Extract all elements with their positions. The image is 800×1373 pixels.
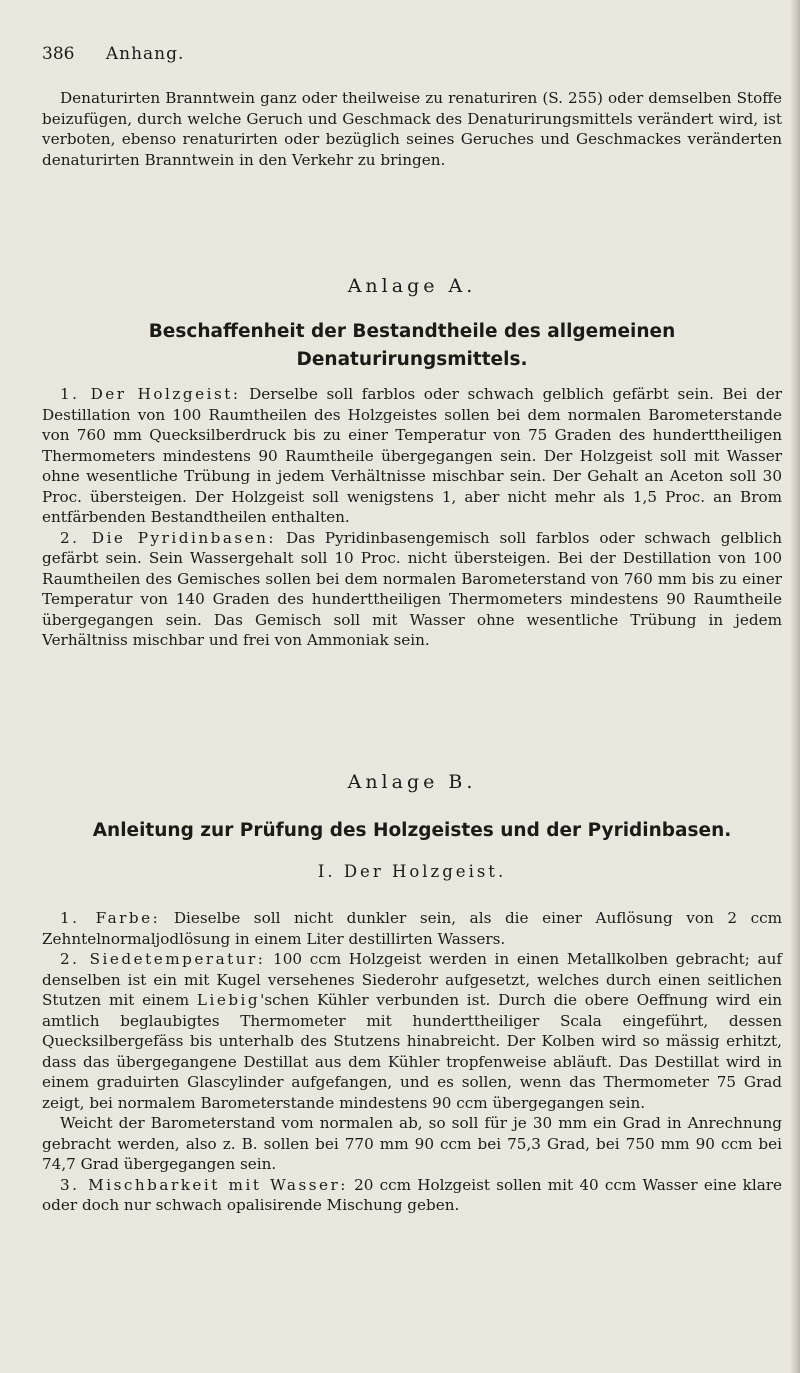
anlage-b-item-2 [42,949,782,1113]
item-text: 100 ccm Holzgeist werden in einen Metallkolben gebracht; auf denselben ist ein mit Kugel versehenes Siederohr aufgesetzt, welches durch einen seitlichen Stutzen mit einem [42,950,782,1009]
anlage-b-items [42,908,782,1216]
anlage-a-title-block [42,318,782,374]
anlage-a-item-1 [42,384,782,528]
intro-block [42,88,782,170]
item-text: Derselbe soll farblos oder schwach gelblich gefärbt sein. Bei der Destillation von 100 Raumtheilen des Holzgeistes sollen bei dem normalen Barometerstande von 760 mm Quecksilberdruck bis zu einer Temperatur von 75 Graden des hunderttheiligen Thermometers mindestens 90 Raumtheile übergegangen sein. Der Holzgeist soll mit Wasser ohne wesentliche Trübung in jedem Verhältnisse mischbar sein. Der Gehalt an Aceton soll 30 Proc. übersteigen. Der Holzgeist soll wenigstens 1, aber nicht mehr als 1,5 Proc. an Brom entfärbenden Bestandtheilen enthalten. [42,385,782,526]
anlage-b-item-1 [42,908,782,949]
anlage-b-title: Anleitung zur Prüfung des Holzgeistes und der Pyridinbasen. [92,820,732,841]
anlage-a-section [42,276,782,297]
anlage-a-items [42,384,782,651]
page-header [42,44,184,64]
anlage-a-title: Beschaffenheit der Bestandtheile des allgemeinen Denaturirungsmittels. [148,321,676,370]
anlage-b-subtitle: I. Der Holzgeist. [317,862,507,881]
item-lead: 2. Die Pyridinbasen: [60,528,277,547]
item-lead: 1. Farbe: [60,909,161,927]
item-text: 'schen Kühler verbunden ist. Durch die obere Oeffnung wird ein amtlich beglaubigtes Thermometer mit hunderttheiliger Scala eingeführt, dessen Quecksilbergefäss bis unterhalb des Stutzens hinabreicht. Der Kolben wird so mässig erhitzt, dass das übergegangene Destillat aus dem Kühler tropfenweise abläuft. Das Destillat wird in einem graduirten Glascylinder aufgefangen, und es sollen, wenn das Thermometer 75 Grad zeigt, bei normalem Barometerstande mindestens 90 ccm übergegangen sein. [42,991,783,1112]
anlage-a-label: Anlage A. [347,275,477,297]
page-edge-shadow [790,0,800,1373]
item-text: Das Pyridinbasengemisch soll farblos oder schwach gelblich gefärbt sein. Sein Wassergehalt soll 10 Proc. nicht übersteigen. Bei der Destillation von 100 Raumtheilen des Gemisches sollen bei dem normalen Barometerstand von 760 mm bis zu einer Temperatur von 140 Graden des hunderttheiligen Thermometers mindestens 90 Raumtheile übergegangen sein. Das Gemisch soll mit Wasser ohne wesentliche Trübung in jedem Verhältniss mischbar und frei von Ammoniak sein. [42,528,783,649]
running-title: Anhang. [105,44,185,64]
anlage-b-item-2-note: Weicht der Barometerstand vom normalen ab, so soll für je 30 mm ein Grad in Anrechnung gebracht werden, also z. B. sollen bei 770 mm 90 ccm bei 75,3 Grad, bei 750 mm 90 ccm bei 74,7 Grad übergegangen sein. [42,1114,782,1173]
anlage-b-title-block [42,817,782,845]
person-name: Liebig [196,991,261,1009]
item-text: 20 ccm Holzgeist sollen mit 40 ccm Wasser eine klare oder doch nur schwach opalisirende Mischung geben. [42,1175,783,1214]
item-lead: 1. Der Holzgeist: [60,385,241,403]
anlage-a-item-2 [42,528,782,651]
anlage-b-label: Anlage B. [347,771,477,793]
item-lead: 3. Mischbarkeit mit Wasser: [60,1175,348,1194]
item-text: Dieselbe soll nicht dunkler sein, als die einer Auflösung von 2 ccm Zehntelnormaljodlösung in einem Liter destillirten Wassers. [42,909,782,948]
anlage-b-item-3 [42,1175,782,1216]
page-number: 386 [42,44,75,64]
intro-paragraph: Denaturirten Branntwein ganz oder theilweise zu renaturiren (S. 255) oder demselben Stoffe beizufügen, durch welche Geruch und Geschmack des Denaturirungsmittels verändert wird, ist verboten, ebenso renaturirten oder bezüglich seines Geruches und Geschmackes veränderten denaturirten Branntwein in den Verkehr zu bringen. [42,89,782,169]
anlage-b-subtitle-block [42,862,782,883]
anlage-b-section [42,772,782,793]
item-lead: 2. Siedetemperatur: [60,950,266,968]
